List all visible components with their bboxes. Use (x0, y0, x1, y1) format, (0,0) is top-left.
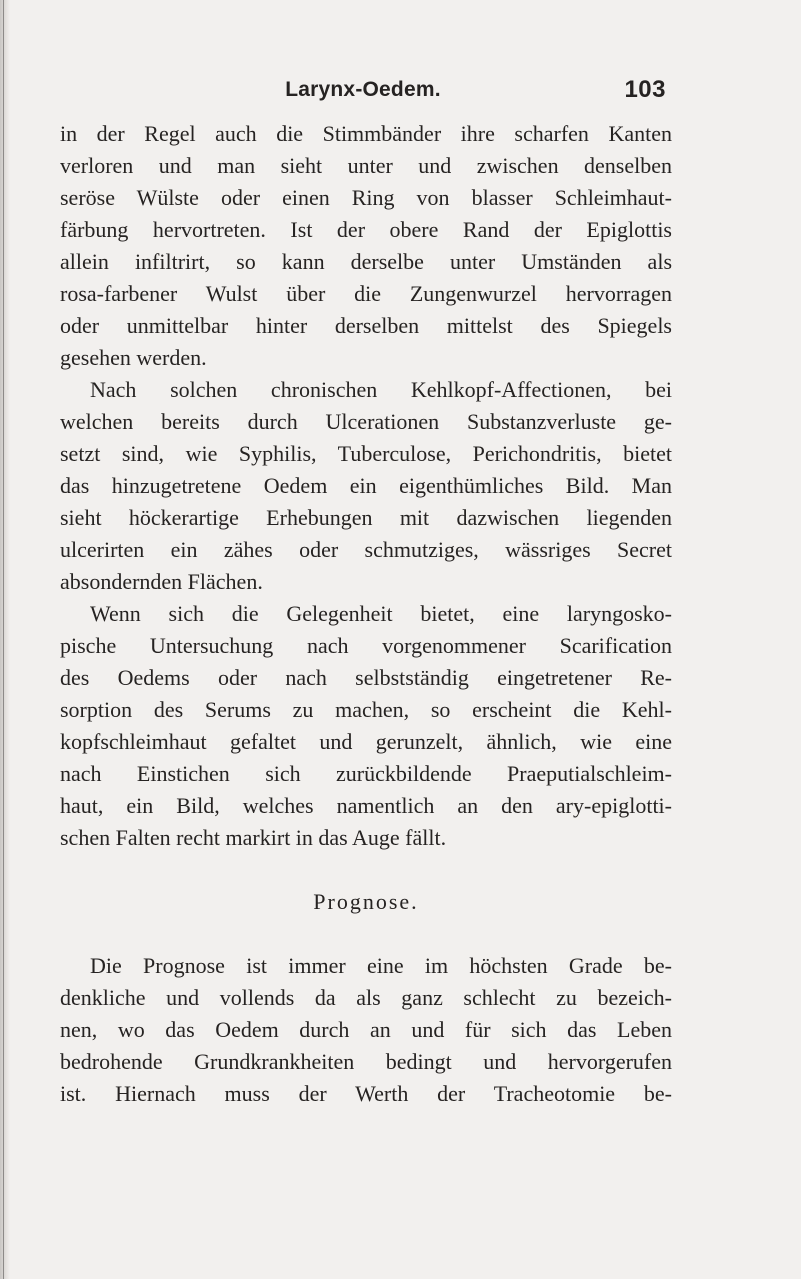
page-binding-edge (3, 0, 4, 1279)
text-line: sorption des Serums zu machen, so erscheint die Kehl- (60, 697, 672, 722)
text-line: Die Prognose ist immer eine im höchsten Grade be- (90, 953, 672, 978)
text-line: verloren und man sieht unter und zwischen denselben (60, 153, 672, 178)
paragraph-4 (60, 950, 672, 1110)
text-line: Nach solchen chronischen Kehlkopf-Affectionen, bei (90, 377, 672, 402)
text-line: ulcerirten ein zähes oder schmutziges, wässriges Secret (60, 537, 672, 562)
text-line: ist. Hiernach muss der Werth der Tracheotomie be- (60, 1081, 672, 1106)
text-line: rosa-farbener Wulst über die Zungenwurzel hervorragen (60, 281, 672, 306)
text-line: setzt sind, wie Syphilis, Tuberculose, Perichondritis, bietet (60, 441, 672, 466)
text-line: pische Untersuchung nach vorgenommener Scarification (60, 633, 672, 658)
text-line: bedrohende Grundkrankheiten bedingt und hervorgerufen (60, 1049, 672, 1074)
page-body (60, 118, 672, 1110)
text-line: färbung hervortreten. Ist der obere Rand der Epiglottis (60, 217, 672, 242)
text-line: oder unmittelbar hinter derselben mittelst des Spiegels (60, 313, 672, 338)
text-line: schen Falten recht markirt in das Auge fällt. (60, 825, 447, 850)
section-spacing (60, 854, 672, 886)
text-line: nen, wo das Oedem durch an und für sich das Leben (60, 1017, 672, 1042)
paragraph-3 (60, 598, 672, 854)
text-line: haut, ein Bild, welches namentlich an den ary-epiglotti- (60, 793, 672, 818)
text-line: des Oedems oder nach selbstständig eingetretener Re- (60, 665, 672, 690)
section-spacing (60, 918, 672, 950)
section-heading: Prognose. (313, 889, 419, 914)
paragraph-2 (60, 374, 672, 598)
text-line: allein infiltrirt, so kann derselbe unter Umständen als (60, 249, 672, 274)
text-line: denkliche und vollends da als ganz schlecht zu bezeich- (60, 985, 672, 1010)
page-gutter-shadow (0, 0, 10, 1279)
text-line: sieht höckerartige Erhebungen mit dazwischen liegenden (60, 505, 672, 530)
text-line: kopfschleimhaut gefaltet und gerunzelt, ähnlich, wie eine (60, 729, 672, 754)
text-line: seröse Wülste oder einen Ring von blasser Schleimhaut- (60, 185, 672, 210)
running-title: Larynx-Oedem. (285, 78, 441, 101)
text-line: das hinzugetretene Oedem ein eigenthümliches Bild. Man (60, 473, 672, 498)
paragraph-1 (60, 118, 672, 374)
text-line: gesehen werden. (60, 345, 207, 370)
text-line: absondernden Flächen. (60, 569, 263, 594)
text-line: welchen bereits durch Ulcerationen Substanzverluste ge- (60, 409, 672, 434)
text-line: nach Einstichen sich zurückbildende Praeputialschleim- (60, 761, 672, 786)
text-line: in der Regel auch die Stimmbänder ihre scharfen Kanten (60, 121, 672, 146)
text-line: Wenn sich die Gelegenheit bietet, eine laryngosko- (90, 601, 672, 626)
running-head (60, 72, 666, 112)
page-number: 103 (624, 76, 666, 103)
